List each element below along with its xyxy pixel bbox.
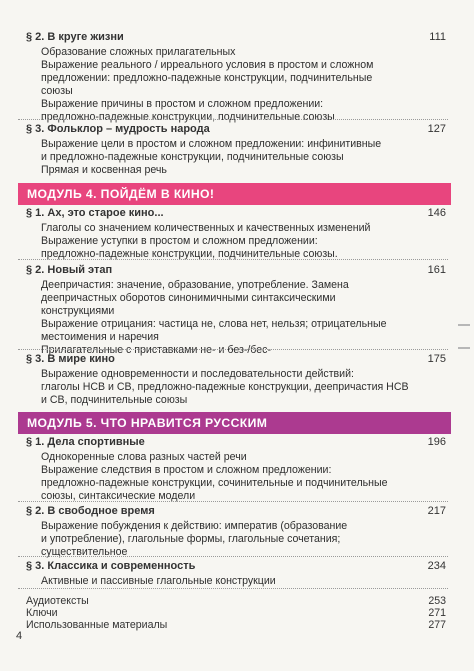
lesson-topics (41, 138, 446, 177)
lesson-title[interactable]: § 3. Классика и современность (26, 560, 196, 572)
toc-lesson[interactable] (26, 207, 446, 261)
page-number: 4 (16, 630, 23, 642)
lesson-topics (41, 520, 446, 559)
topic-line: Выражение следствия в простом и сложном предложении: (41, 463, 332, 476)
topic-line: Деепричастия: значение, образование, употребление. Замена (41, 279, 349, 291)
divider (18, 259, 448, 260)
lesson-title[interactable]: § 3. В мире кино (26, 353, 115, 365)
edge-mark (458, 324, 470, 326)
topic-line: Выражение цели в простом и сложном предложении: инфинитивные (41, 138, 382, 150)
divider (18, 349, 448, 350)
topic-line: Выражение причины в простом и сложном предложении: (41, 97, 324, 110)
lesson-topics (41, 575, 446, 588)
lesson-topics (41, 279, 446, 356)
topic-line: предложении: предложно-падежные конструкции, подчинительные (41, 71, 373, 84)
toc-lesson[interactable] (26, 560, 446, 588)
back-matter-sources[interactable] (26, 619, 446, 632)
module-5-header[interactable] (18, 412, 451, 434)
lesson-page-number: 146 (427, 207, 446, 219)
lesson-page-number: 234 (427, 560, 446, 572)
topic-line: Выражение одновременности и последовательности действий: (41, 368, 354, 380)
toc-lesson[interactable] (26, 123, 446, 177)
edge-mark (458, 347, 470, 349)
module-title: МОДУЛЬ 5. ЧТО НРАВИТСЯ РУССКИМ (27, 416, 268, 430)
topic-line: Прилагательные с приставками не- и без-/бес- (41, 343, 271, 356)
back-matter-page: 277 (428, 619, 446, 631)
topic-line: союзы, синтаксические модели (41, 489, 196, 502)
back-matter-label: Использованные материалы (26, 619, 168, 631)
lesson-title[interactable]: § 1. Ах, это старое кино... (26, 207, 164, 219)
divider (18, 119, 448, 120)
lesson-page-number: 127 (427, 123, 446, 135)
topic-line: Прямая и косвенная речь (41, 163, 167, 176)
lesson-title[interactable]: § 3. Фольклор – мудрость народа (26, 123, 210, 135)
divider (18, 556, 448, 557)
topic-line: Выражение побуждения к действию: императив (образование (41, 520, 348, 532)
lesson-title[interactable]: § 2. Новый этап (26, 264, 113, 276)
toc-lesson[interactable] (26, 505, 446, 559)
lesson-page-number: 111 (429, 31, 446, 43)
divider (18, 588, 448, 589)
lesson-topics (41, 368, 446, 407)
topic-line: и СВ, подчинительные союзы (41, 393, 188, 406)
topic-line: предложно-падежные конструкции, подчинительные союзы (41, 110, 335, 123)
topic-line: местоимения и наречия (41, 330, 159, 343)
topic-line: Выражение отрицания: частица не, слова нет, нельзя; отрицательные (41, 317, 387, 330)
topic-line: предложно-падежные конструкции, подчинительные союзы. (41, 247, 338, 260)
lesson-page-number: 175 (427, 353, 446, 365)
topic-line: конструкциями (41, 304, 115, 317)
topic-line: существительное (41, 545, 128, 558)
topic-line: глаголы НСВ и СВ, предложно-падежные конструкции, деепричастия НСВ (41, 380, 409, 393)
lesson-page-number: 161 (427, 264, 446, 276)
topic-line: и употребление), глагольные формы, глагольные сочетания; (41, 532, 341, 545)
back-matter-page: 253 (428, 595, 446, 607)
lesson-topics (41, 222, 446, 261)
back-matter-page: 271 (428, 607, 446, 619)
topic-line: предложно-падежные конструкции, сочинительные и подчинительные (41, 476, 388, 489)
lesson-topics (41, 451, 446, 503)
topic-line: деепричастных оборотов синонимичными синтаксическими (41, 291, 336, 304)
lesson-page-number: 217 (427, 505, 446, 517)
module-4-header[interactable] (18, 183, 451, 205)
lesson-title[interactable]: § 2. В кругe жизни (26, 31, 124, 43)
topic-line: Глаголы со значением количественных и качественных изменений (41, 222, 371, 234)
lesson-page-number: 196 (427, 436, 446, 448)
topic-line: Активные и пассивные глагольные конструкции (41, 575, 276, 587)
toc-lesson[interactable] (26, 353, 446, 407)
topic-line: союзы (41, 84, 73, 97)
toc-lesson[interactable] (26, 436, 446, 503)
toc-lesson[interactable] (26, 31, 446, 123)
topic-line: Выражение реального / ирреального условия в простом и сложном (41, 58, 374, 71)
divider (18, 501, 448, 502)
back-matter-label: Аудиотексты (26, 595, 89, 607)
module-title: МОДУЛЬ 4. ПОЙДЁМ В КИНО! (27, 187, 215, 201)
topic-line: Выражение уступки в простом и сложном предложении: (41, 234, 318, 247)
topic-line: Однокоренные слова разных частей речи (41, 451, 247, 463)
topic-line: Образование сложных прилагательных (41, 46, 236, 58)
lesson-title[interactable]: § 2. В свободное время (26, 505, 155, 517)
back-matter-label: Ключи (26, 607, 58, 619)
toc-lesson[interactable] (26, 264, 446, 356)
lesson-topics (41, 46, 446, 123)
topic-line: и предложно-падежные конструкции, подчинительные союзы (41, 150, 344, 163)
lesson-title[interactable]: § 1. Дела спортивные (26, 436, 145, 448)
